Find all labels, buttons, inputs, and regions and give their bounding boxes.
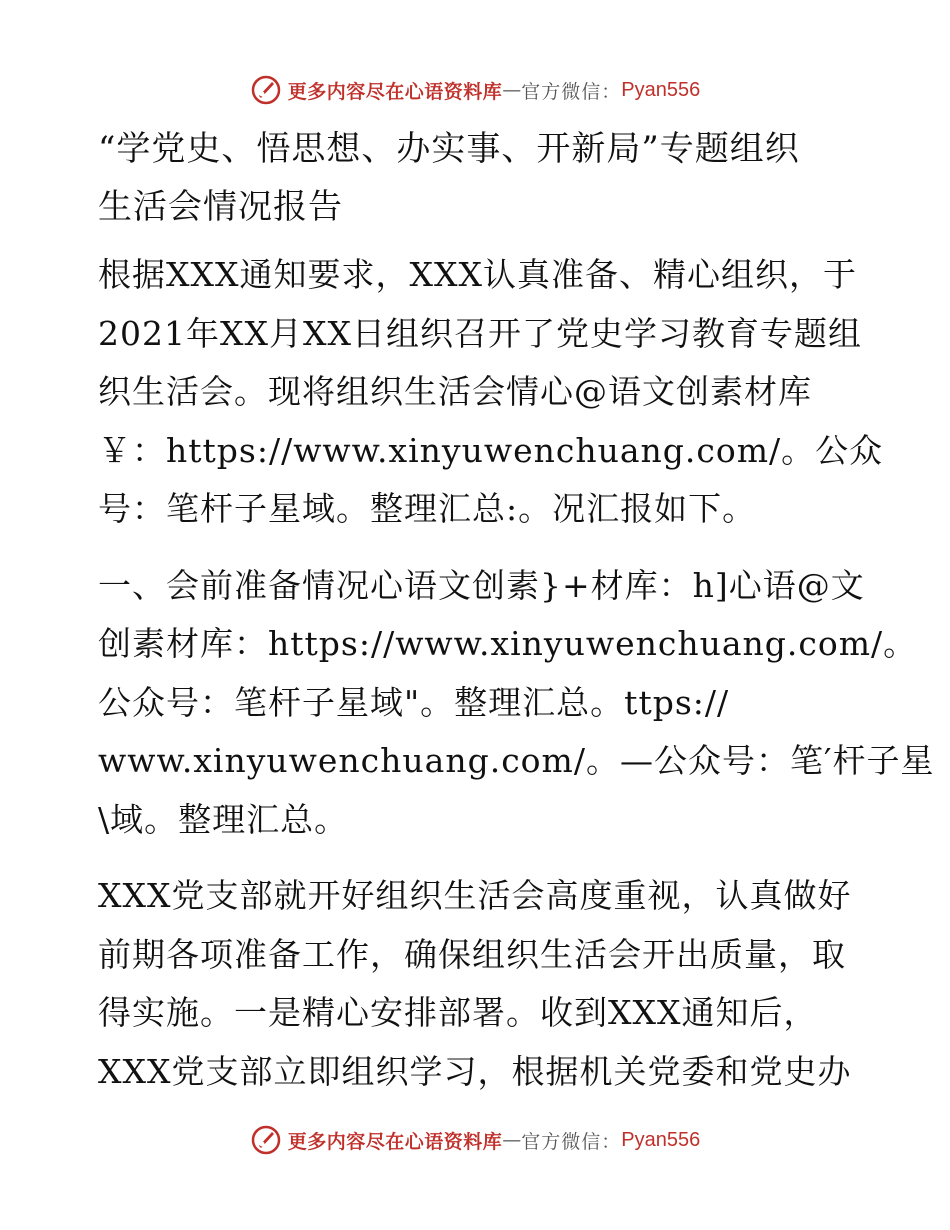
title-line: “学党史、悟思想、办实事、开新局”专题组织 xyxy=(98,129,800,169)
quill-logo-icon xyxy=(250,74,282,106)
paragraph-line: XXX党支部立即组织学习，根据机关党委和党史办 xyxy=(98,1051,852,1091)
paragraph-line: 2021年XX月XX日组织召开了党史学习教育专题组 xyxy=(98,313,862,353)
paragraph-line: 一、会前准备情况心语文创素}+材库：h]心语@文 xyxy=(98,565,865,605)
document-body xyxy=(98,120,935,1119)
banner-wechat-label: 官方微信： xyxy=(521,80,622,103)
quill-logo-icon xyxy=(250,1124,282,1156)
paragraph-intro xyxy=(98,246,884,539)
paragraph-line: ￥：https://www.xinyuwenchuang.com/。公众 xyxy=(98,430,884,470)
paragraph-line: 得实施。一是精心安排部署。收到XXX通知后， xyxy=(98,993,818,1032)
banner-text: 更多内容尽在心语资料库 xyxy=(287,80,503,103)
document-title xyxy=(98,120,858,236)
paragraph-line: 号：笔杆子星域。整理汇总:。况汇报如下。 xyxy=(98,489,757,528)
footer-banner xyxy=(0,1120,950,1160)
paragraph-line: www.xinyuwenchuang.com/。—公众号：笔′杆子星 xyxy=(98,741,935,780)
paragraph-line: 根据XXX通知要求，XXX认真准备、精心组织，于 xyxy=(98,255,857,294)
banner-dash: — xyxy=(502,1129,522,1151)
paragraph-section-one xyxy=(98,557,935,850)
banner-wechat-id: Pyan556 xyxy=(621,1128,701,1151)
title-line: 生活会情况报告 xyxy=(98,187,343,227)
paragraph-line: 创素材库：https://www.xinyuwenchuang.com/。 xyxy=(98,624,918,663)
paragraph-line: 织生活会。现将组织生活会情心@语文创素材库 xyxy=(98,372,812,411)
paragraph-line: 前期各项准备工作，确保组织生活会开出质量，取 xyxy=(98,934,846,974)
paragraph-line: 公众号：笔杆子星域"。整理汇总。ttps:// xyxy=(98,682,730,722)
banner-text: 更多内容尽在心语资料库 xyxy=(287,1130,503,1153)
paragraph-preparation xyxy=(98,867,858,1101)
header-banner xyxy=(0,70,950,110)
banner-wechat-label: 官方微信： xyxy=(521,1130,622,1153)
paragraph-line: XXX党支部就开好组织生活会高度重视，认真做好 xyxy=(98,876,852,915)
banner-dash: — xyxy=(502,79,522,101)
banner-wechat-id: Pyan556 xyxy=(621,78,701,101)
paragraph-line: \域。整理汇总。 xyxy=(98,799,349,839)
